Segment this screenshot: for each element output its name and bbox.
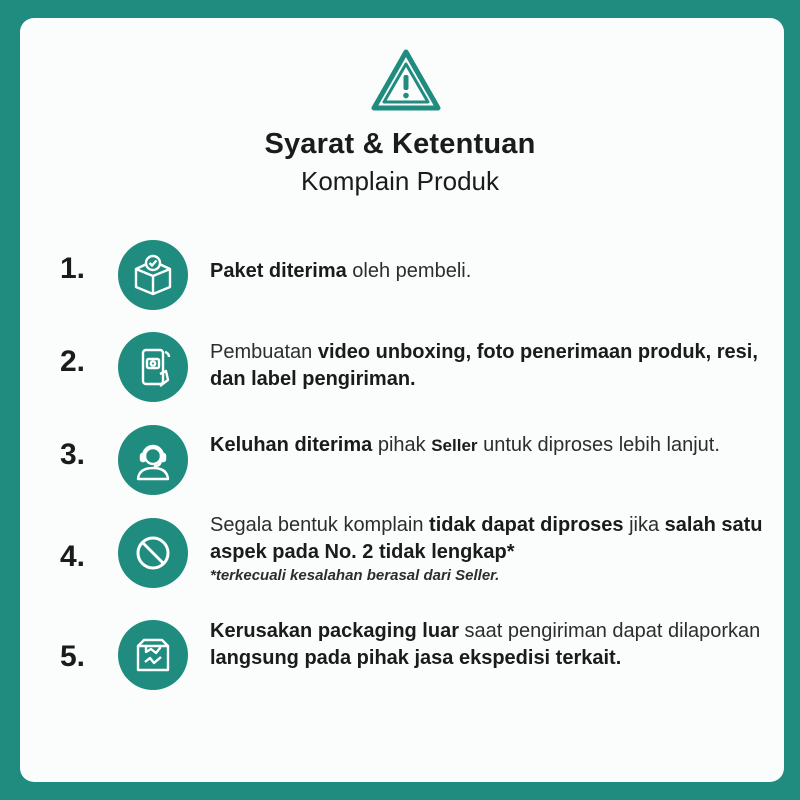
page-subtitle: Komplain Produk <box>301 166 499 196</box>
package-check-icon <box>118 240 188 310</box>
damaged-box-icon <box>118 620 188 690</box>
item-text: Keluhan diterima pihak Seller untuk diproses lebih lanjut. <box>210 434 720 456</box>
customer-service-icon <box>118 425 188 495</box>
page-title: Syarat & Ketentuan <box>264 128 536 160</box>
item-text: Segala bentuk komplain tidak dapat diproses jika salah satu aspek pada No. 2 tidak lengkap* *terkecuali kesalahan berasal dari Seller. <box>210 512 770 586</box>
prohibited-icon <box>118 518 188 588</box>
item-number: 5. <box>60 640 86 673</box>
item-number: 3. <box>60 438 86 471</box>
item-text: Kerusakan packaging luar saat pengiriman dapat dilaporkan langsung pada pihak jasa ekspedisi terkait. <box>210 620 761 669</box>
item-number: 1. <box>60 252 86 285</box>
item-number: 4. <box>60 540 86 573</box>
phone-camera-icon <box>118 332 188 402</box>
item-text: Paket diterima oleh pembeli. <box>210 260 472 282</box>
warning-icon <box>370 48 442 114</box>
item-number: 2. <box>60 345 86 378</box>
footnote: *terkecuali kesalahan berasal dari Seller. <box>210 567 500 584</box>
item-text: Pembuatan video unboxing, foto penerimaan produk, resi, dan label pengiriman. <box>210 341 758 390</box>
